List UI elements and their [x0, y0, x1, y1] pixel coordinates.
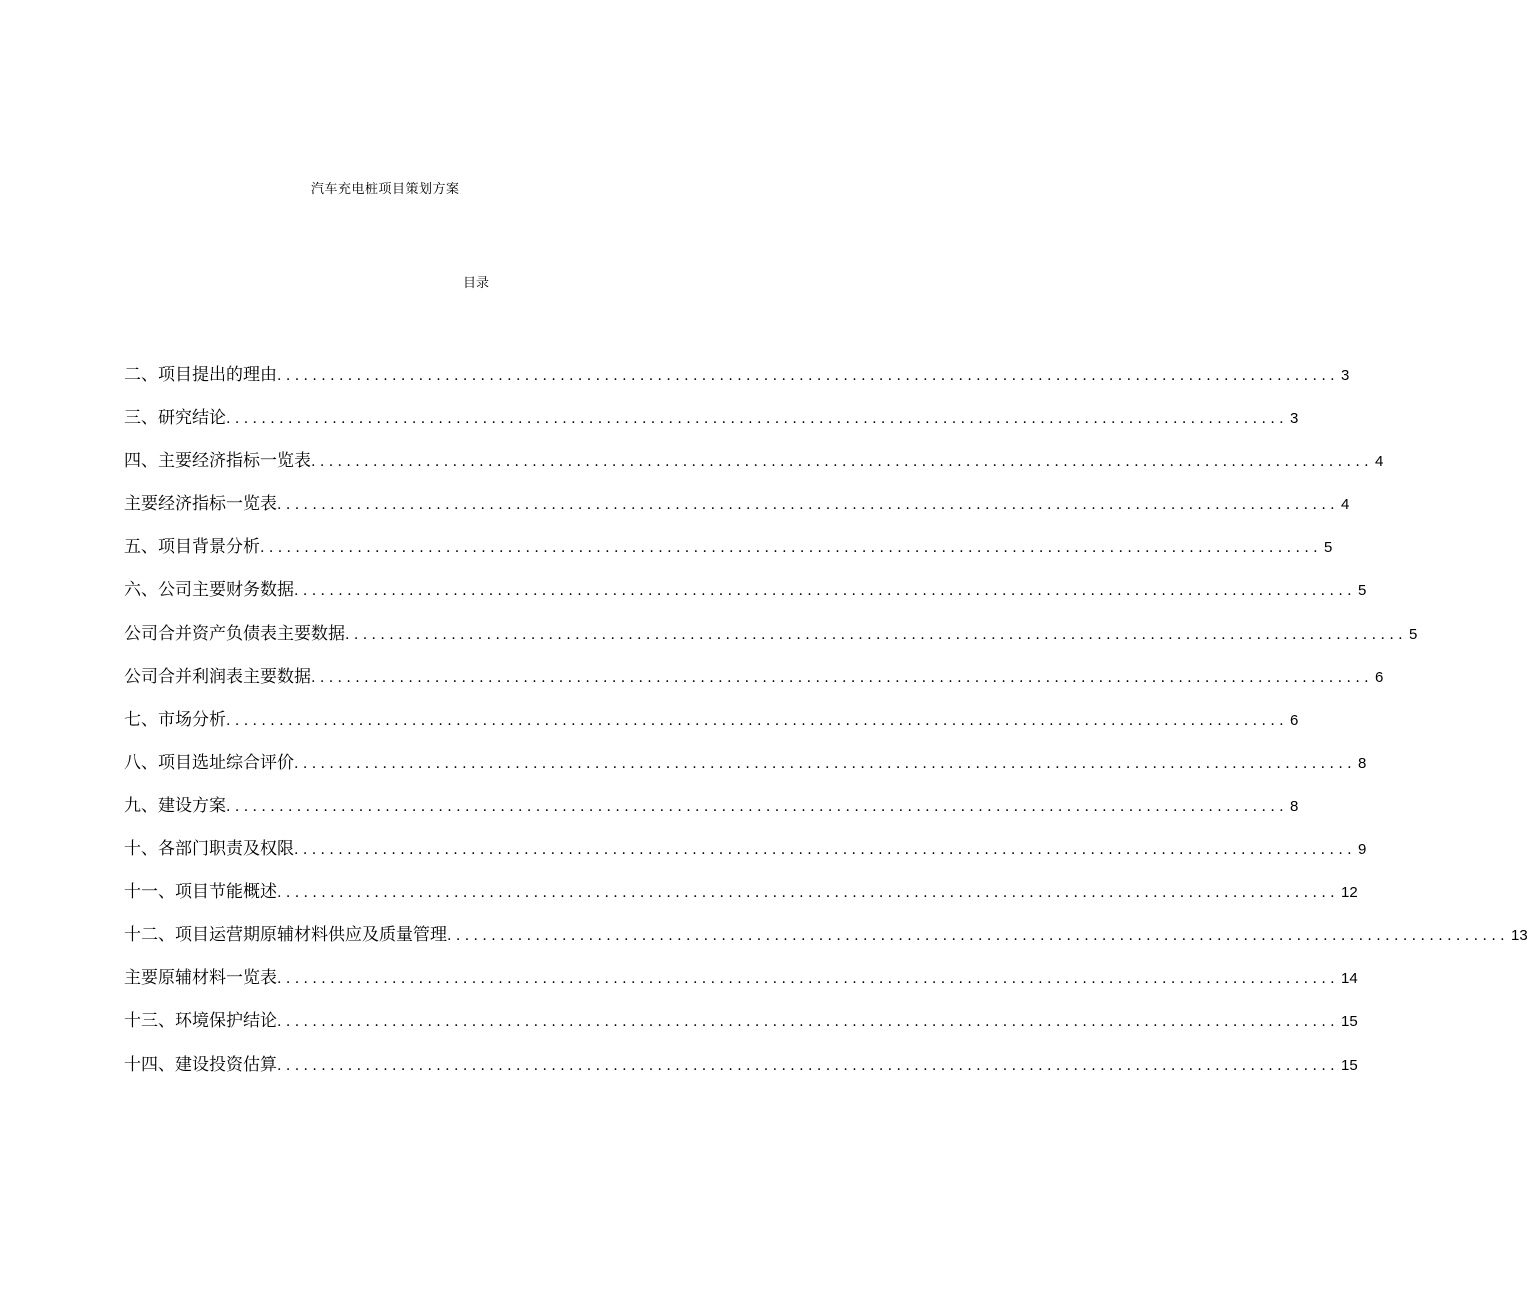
- toc-entry[interactable]: [124, 446, 1384, 489]
- toc-dot-leader: ........................................................................................................................: [311, 454, 1374, 471]
- toc-dot-leader: ........................................................................................................................: [226, 712, 1289, 729]
- toc-entry-label: 十、各部门职责及权限: [124, 839, 294, 860]
- toc-heading: 目录: [463, 276, 490, 291]
- toc-entry-page: 3: [1341, 367, 1350, 384]
- toc-entry-label: 六、公司主要财务数据: [124, 580, 294, 601]
- toc-entry-label: 九、建设方案: [124, 795, 226, 816]
- toc-entry[interactable]: [124, 834, 1367, 877]
- toc-entry-page: 15: [1341, 1013, 1358, 1031]
- toc-entry-label: 八、项目选址综合评价: [124, 752, 294, 773]
- toc-entry[interactable]: [124, 532, 1333, 575]
- toc-entry-label: 四、主要经济指标一览表: [124, 451, 311, 472]
- toc-entry-page: 5: [1358, 582, 1367, 600]
- toc-entry-page: 5: [1409, 625, 1418, 643]
- toc-entry-label: 七、市场分析: [124, 709, 226, 730]
- toc-entry-page: 15: [1341, 1056, 1358, 1074]
- table-of-contents: [124, 360, 1528, 1093]
- toc-entry-label: 公司合并资产负债表主要数据: [124, 623, 345, 644]
- toc-dot-leader: ........................................................................................................................: [311, 669, 1374, 686]
- toc-entry-page: 6: [1375, 668, 1384, 686]
- toc-dot-leader: ........................................................................................................................: [277, 1014, 1340, 1031]
- toc-entry-page: 13: [1511, 927, 1528, 945]
- toc-entry-label: 五、项目背景分析: [124, 537, 260, 558]
- toc-dot-leader: ........................................................................................................................: [277, 497, 1340, 514]
- toc-entry[interactable]: [124, 920, 1528, 963]
- toc-entry-label: 公司合并利润表主要数据: [124, 666, 311, 687]
- toc-entry-label: 二、项目提出的理由: [124, 365, 277, 385]
- toc-entry[interactable]: [124, 489, 1350, 532]
- toc-entry[interactable]: [124, 748, 1367, 791]
- toc-entry[interactable]: [124, 403, 1299, 446]
- toc-dot-leader: ........................................................................................................................: [277, 971, 1340, 988]
- toc-entry[interactable]: [124, 963, 1358, 1006]
- toc-entry-page: 4: [1341, 496, 1350, 514]
- toc-entry[interactable]: [124, 1050, 1358, 1093]
- toc-entry-page: 4: [1375, 453, 1384, 471]
- toc-entry[interactable]: [124, 360, 1350, 403]
- toc-entry[interactable]: [124, 705, 1299, 748]
- toc-dot-leader: ........................................................................................................................: [226, 411, 1289, 428]
- toc-dot-leader: ........................................................................................................................: [447, 928, 1510, 945]
- toc-entry-page: 5: [1324, 539, 1333, 557]
- toc-entry-page: 3: [1290, 410, 1299, 428]
- toc-entry-page: 9: [1358, 841, 1367, 859]
- toc-dot-leader: ........................................................................................................................: [294, 583, 1357, 600]
- toc-dot-leader: ........................................................................................................................: [294, 842, 1357, 859]
- toc-dot-leader: ........................................................................................................................: [277, 1057, 1340, 1074]
- toc-entry-page: 8: [1358, 754, 1367, 772]
- toc-entry-label: 十四、建设投资估算: [124, 1054, 277, 1075]
- toc-entry[interactable]: [124, 791, 1299, 834]
- toc-dot-leader: ........................................................................................................................: [226, 798, 1289, 815]
- toc-dot-leader: ........................................................................................................................: [277, 885, 1340, 902]
- toc-entry-page: 12: [1341, 884, 1358, 902]
- document-title: 汽车充电桩项目策划方案: [311, 182, 460, 197]
- toc-entry-label: 三、研究结论: [124, 408, 226, 429]
- toc-entry[interactable]: [124, 619, 1418, 662]
- toc-entry-label: 主要经济指标一览表: [124, 494, 277, 515]
- toc-dot-leader: ........................................................................................................................: [260, 540, 1323, 557]
- toc-entry[interactable]: [124, 1006, 1358, 1049]
- toc-dot-leader: ........................................................................................................................: [345, 626, 1408, 643]
- toc-entry-label: 十三、环境保护结论: [124, 1011, 277, 1032]
- toc-dot-leader: ........................................................................................................................: [277, 368, 1340, 384]
- toc-entry-label: 主要原辅材料一览表: [124, 968, 277, 989]
- toc-entry-label: 十一、项目节能概述: [124, 882, 277, 903]
- toc-entry[interactable]: [124, 575, 1367, 618]
- toc-entry[interactable]: [124, 877, 1358, 920]
- toc-entry-label: 十二、项目运营期原辅材料供应及质量管理: [124, 925, 447, 946]
- toc-entry-page: 8: [1290, 797, 1299, 815]
- toc-entry-page: 6: [1290, 711, 1299, 729]
- toc-entry-page: 14: [1341, 970, 1358, 988]
- toc-dot-leader: ........................................................................................................................: [294, 755, 1357, 772]
- toc-entry[interactable]: [124, 662, 1384, 705]
